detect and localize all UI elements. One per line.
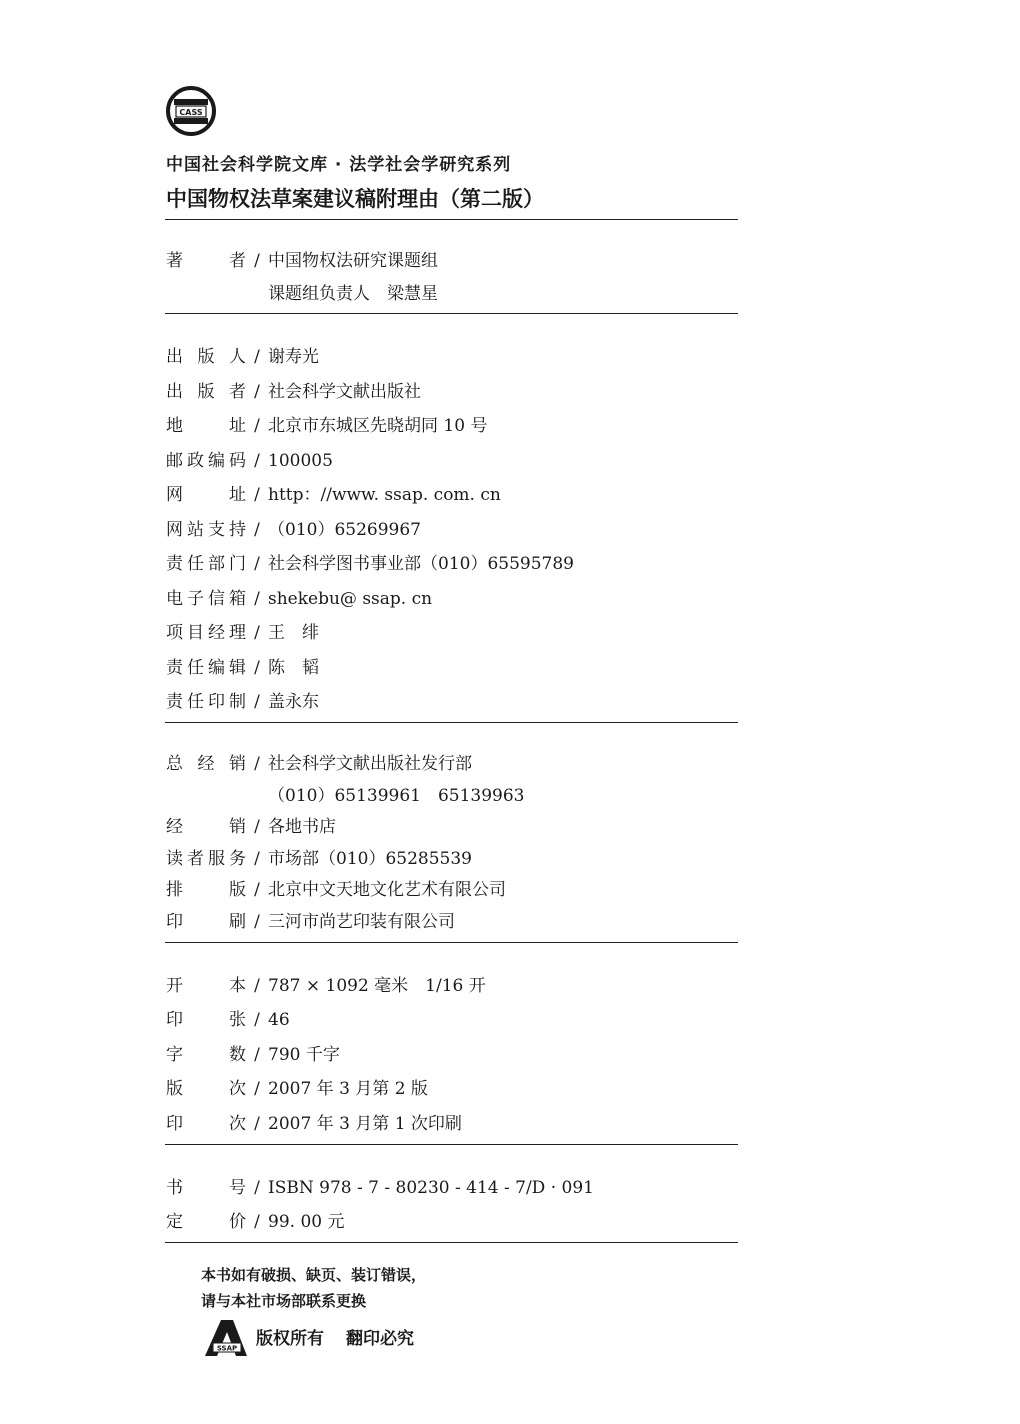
info-row <box>166 449 333 473</box>
info-label: 出版人 <box>166 347 246 367</box>
info-value: 市场部（010）65285539 <box>268 849 472 869</box>
cass-logo-text: CASS <box>179 108 203 117</box>
info-row <box>166 587 432 611</box>
separator: / <box>254 1010 260 1030</box>
info-label: 地址 <box>166 416 246 436</box>
info-label: 网址 <box>166 485 246 505</box>
info-label: 印刷 <box>166 912 246 932</box>
separator: / <box>254 623 260 643</box>
price-value: 99. 00 元 <box>268 1212 345 1232</box>
separator: / <box>254 554 260 574</box>
info-label: 电子信箱 <box>166 589 246 609</box>
separator: / <box>254 817 260 837</box>
info-label: 责任编辑 <box>166 658 246 678</box>
info-value: 2007 年 3 月第 1 次印刷 <box>268 1114 462 1134</box>
info-label: 责任印制 <box>166 692 246 712</box>
copyright-text: 版权所有 <box>256 1329 324 1349</box>
info-label: 书号 <box>166 1178 246 1198</box>
separator: / <box>254 416 260 436</box>
authors-continuation: 课题组负责人 梁慧星 <box>268 284 438 304</box>
info-label: 网站支持 <box>166 520 246 540</box>
piracy-warning: 翻印必究 <box>346 1329 414 1349</box>
info-row <box>166 656 319 680</box>
series-title: 中国社会科学院文库 · 法学社会学研究系列 <box>166 155 512 175</box>
info-row <box>166 380 421 404</box>
separator: / <box>254 382 260 402</box>
separator: / <box>254 589 260 609</box>
book-title: 中国物权法草案建议稿附理由（第二版） <box>166 187 544 211</box>
info-row <box>166 518 421 542</box>
separator: / <box>254 1178 260 1198</box>
info-value: 46 <box>268 1010 290 1030</box>
info-row <box>166 1077 428 1101</box>
info-value: 790 千字 <box>268 1045 340 1065</box>
separator: / <box>254 976 260 996</box>
notice-line: 本书如有破损、缺页、装订错误， <box>201 1266 427 1284</box>
info-row <box>166 752 472 776</box>
info-label: 开本 <box>166 976 246 996</box>
info-value: 社会科学文献出版社发行部 <box>268 754 472 774</box>
separator: / <box>254 849 260 869</box>
separator: / <box>254 1114 260 1134</box>
info-label: 版次 <box>166 1079 246 1099</box>
info-label: 定价 <box>166 1212 246 1232</box>
divider <box>165 219 738 220</box>
info-label: 字数 <box>166 1045 246 1065</box>
separator: / <box>254 912 260 932</box>
info-label: 项目经理 <box>166 623 246 643</box>
ssap-logo-icon <box>203 1318 249 1358</box>
separator: / <box>254 520 260 540</box>
notice-line: 请与本社市场部联系更换 <box>201 1292 367 1310</box>
info-row <box>166 483 501 507</box>
info-row <box>166 690 319 714</box>
info-row <box>166 1112 462 1136</box>
divider <box>165 1144 738 1145</box>
ssap-logo-text: SSAP <box>216 1344 238 1353</box>
info-row <box>166 974 486 998</box>
info-row <box>166 815 336 839</box>
separator: / <box>254 1079 260 1099</box>
divider <box>165 313 738 314</box>
separator: / <box>254 692 260 712</box>
info-label: 邮政编码 <box>166 451 246 471</box>
separator: / <box>254 251 260 271</box>
info-row <box>166 1176 594 1200</box>
info-continuation: （010）65139961 65139963 <box>268 786 525 806</box>
info-value: 盖永东 <box>268 692 319 712</box>
info-label: 出版者 <box>166 382 246 402</box>
separator: / <box>254 347 260 367</box>
info-row <box>166 1043 340 1067</box>
separator: / <box>254 658 260 678</box>
info-value: 北京市东城区先晓胡同 10 号 <box>268 416 488 436</box>
info-label: 总经销 <box>166 754 246 774</box>
info-value: 2007 年 3 月第 2 版 <box>268 1079 428 1099</box>
info-row <box>166 552 574 576</box>
info-value: shekebu@ ssap. cn <box>268 589 433 609</box>
separator: / <box>254 451 260 471</box>
info-value: 社会科学文献出版社 <box>268 382 421 402</box>
separator: / <box>254 754 260 774</box>
info-value: 王 绯 <box>268 623 319 643</box>
separator: / <box>254 880 260 900</box>
separator: / <box>254 1212 260 1232</box>
info-row <box>166 621 319 645</box>
rights-line <box>256 1324 414 1349</box>
info-value: 三河市尚艺印装有限公司 <box>268 912 455 932</box>
info-label: 排版 <box>166 880 246 900</box>
info-value: http：//www. ssap. com. cn <box>268 485 501 505</box>
separator: / <box>254 1045 260 1065</box>
info-row <box>166 1210 344 1234</box>
info-row <box>166 910 455 934</box>
info-row <box>166 414 487 438</box>
separator: / <box>254 485 260 505</box>
info-label: 印次 <box>166 1114 246 1134</box>
info-value: 社会科学图书事业部（010）65595789 <box>268 554 574 574</box>
cass-logo-icon <box>163 85 219 137</box>
info-value: 谢寿光 <box>268 347 319 367</box>
info-row <box>166 1008 290 1032</box>
info-label: 读者服务 <box>166 849 246 869</box>
info-row <box>166 345 319 369</box>
isbn-value: ISBN 978 - 7 - 80230 - 414 - 7/D · 091 <box>268 1178 594 1198</box>
info-value: （010）65269967 <box>268 520 421 540</box>
info-value: 100005 <box>268 451 333 471</box>
authors-label: 著者 <box>166 251 246 271</box>
info-value: 各地书店 <box>268 817 336 837</box>
info-row <box>166 847 472 871</box>
info-label: 印张 <box>166 1010 246 1030</box>
divider <box>165 722 738 723</box>
divider <box>165 1242 738 1243</box>
info-value: 787 × 1092 毫米 1/16 开 <box>268 976 486 996</box>
info-label: 经销 <box>166 817 246 837</box>
authors-row <box>166 249 438 273</box>
divider <box>165 942 738 943</box>
info-value: 陈 韬 <box>268 658 319 678</box>
info-label: 责任部门 <box>166 554 246 574</box>
info-row <box>166 878 506 902</box>
authors-value: 中国物权法研究课题组 <box>268 251 438 271</box>
info-value: 北京中文天地文化艺术有限公司 <box>268 880 506 900</box>
